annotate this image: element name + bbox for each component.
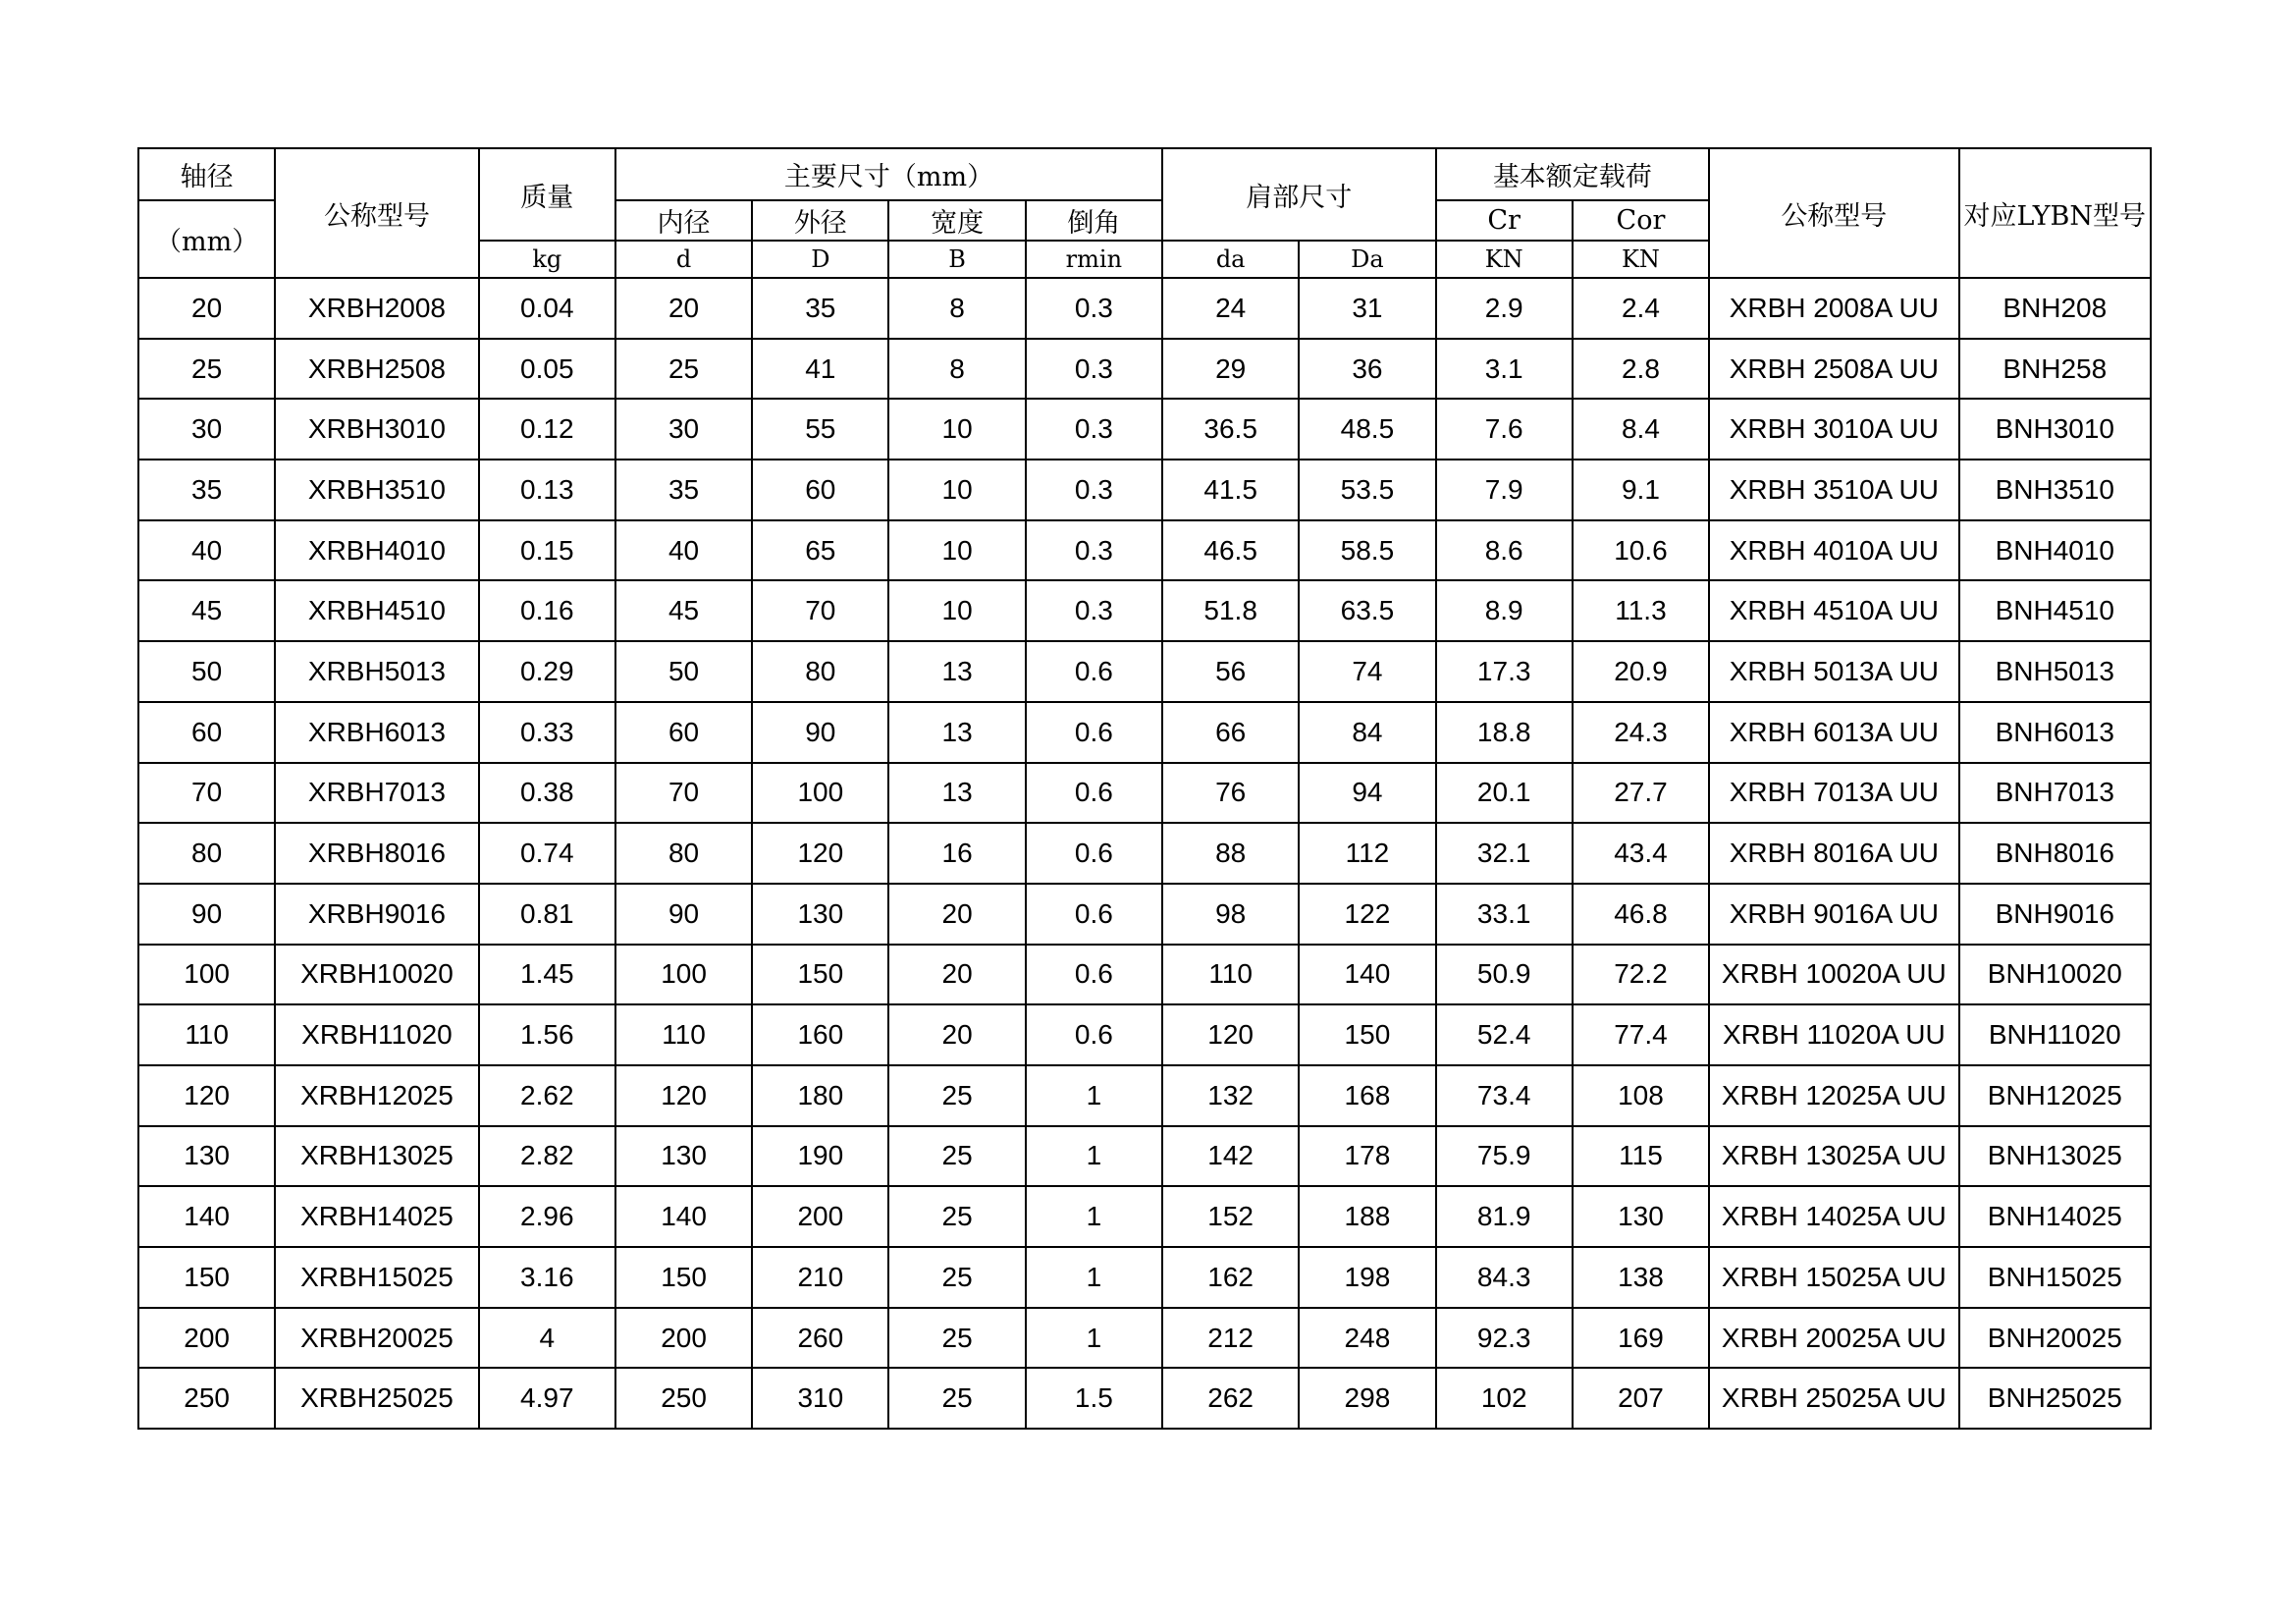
cell-width: 10 (888, 460, 1025, 520)
cell-nominal-model: XRBH8016 (275, 823, 478, 884)
cell-width: 20 (888, 884, 1025, 945)
cell-shaft-dia: 50 (138, 641, 275, 702)
cell-load-cor: 77.4 (1573, 1004, 1709, 1065)
cell-outer-dia: 150 (752, 945, 888, 1005)
cell-shaft-dia: 25 (138, 339, 275, 400)
header-load-cr: Cr (1436, 200, 1573, 241)
cell-shoulder-Da: 48.5 (1299, 399, 1435, 460)
cell-mass: 0.15 (479, 520, 615, 581)
header-shaft-dia-unit: （mm） (138, 200, 275, 278)
header-chamfer-sym: rmin (1026, 241, 1162, 278)
header-nominal-model-2: 公称型号 (1709, 148, 1958, 278)
cell-lybn-model: BNH3510 (1959, 460, 2151, 520)
table-row (138, 278, 2151, 339)
cell-shaft-dia: 90 (138, 884, 275, 945)
cell-mass: 0.81 (479, 884, 615, 945)
table-row (138, 1368, 2151, 1429)
cell-load-cor: 24.3 (1573, 702, 1709, 763)
cell-lybn-model: BNH20025 (1959, 1308, 2151, 1369)
cell-chamfer: 0.3 (1026, 520, 1162, 581)
cell-width: 8 (888, 339, 1025, 400)
cell-load-cr: 33.1 (1436, 884, 1573, 945)
cell-shoulder-Da: 94 (1299, 763, 1435, 824)
header-nominal-model: 公称型号 (275, 148, 478, 278)
cell-shaft-dia: 110 (138, 1004, 275, 1065)
cell-lybn-model: BNH13025 (1959, 1126, 2151, 1187)
cell-shoulder-da: 162 (1162, 1247, 1299, 1308)
cell-nominal-model-2: XRBH 10020A UU (1709, 945, 1958, 1005)
cell-mass: 0.16 (479, 580, 615, 641)
cell-mass: 2.62 (479, 1065, 615, 1126)
cell-shoulder-da: 76 (1162, 763, 1299, 824)
cell-mass: 0.12 (479, 399, 615, 460)
cell-load-cr: 17.3 (1436, 641, 1573, 702)
header-outer-dia-sym: D (752, 241, 888, 278)
cell-load-cor: 207 (1573, 1368, 1709, 1429)
cell-load-cor: 27.7 (1573, 763, 1709, 824)
cell-shaft-dia: 100 (138, 945, 275, 1005)
cell-inner-dia: 35 (615, 460, 752, 520)
cell-nominal-model-2: XRBH 12025A UU (1709, 1065, 1958, 1126)
header-lybn-model: 对应LYBN型号 (1959, 148, 2151, 278)
cell-outer-dia: 100 (752, 763, 888, 824)
cell-shaft-dia: 120 (138, 1065, 275, 1126)
cell-chamfer: 0.3 (1026, 580, 1162, 641)
cell-mass: 0.29 (479, 641, 615, 702)
cell-nominal-model-2: XRBH 14025A UU (1709, 1186, 1958, 1247)
cell-shoulder-Da: 140 (1299, 945, 1435, 1005)
cell-outer-dia: 310 (752, 1368, 888, 1429)
cell-shoulder-Da: 112 (1299, 823, 1435, 884)
cell-lybn-model: BNH208 (1959, 278, 2151, 339)
table-row (138, 1004, 2151, 1065)
cell-width: 13 (888, 702, 1025, 763)
cell-lybn-model: BNH15025 (1959, 1247, 2151, 1308)
cell-shoulder-Da: 178 (1299, 1126, 1435, 1187)
cell-nominal-model: XRBH5013 (275, 641, 478, 702)
cell-load-cr: 81.9 (1436, 1186, 1573, 1247)
cell-outer-dia: 160 (752, 1004, 888, 1065)
cell-inner-dia: 40 (615, 520, 752, 581)
cell-inner-dia: 110 (615, 1004, 752, 1065)
cell-mass: 0.13 (479, 460, 615, 520)
cell-width: 10 (888, 520, 1025, 581)
cell-nominal-model: XRBH4010 (275, 520, 478, 581)
cell-nominal-model: XRBH11020 (275, 1004, 478, 1065)
header-outer-dia: 外径 (752, 200, 888, 241)
cell-nominal-model-2: XRBH 25025A UU (1709, 1368, 1958, 1429)
cell-shoulder-da: 262 (1162, 1368, 1299, 1429)
header-load-cor-unit: KN (1573, 241, 1709, 278)
cell-mass: 2.82 (479, 1126, 615, 1187)
cell-load-cor: 72.2 (1573, 945, 1709, 1005)
cell-lybn-model: BNH4010 (1959, 520, 2151, 581)
cell-load-cr: 3.1 (1436, 339, 1573, 400)
cell-shaft-dia: 20 (138, 278, 275, 339)
cell-shaft-dia: 130 (138, 1126, 275, 1187)
cell-nominal-model: XRBH3010 (275, 399, 478, 460)
cell-nominal-model-2: XRBH 7013A UU (1709, 763, 1958, 824)
cell-mass: 0.74 (479, 823, 615, 884)
cell-lybn-model: BNH258 (1959, 339, 2151, 400)
cell-width: 25 (888, 1368, 1025, 1429)
table-row (138, 399, 2151, 460)
cell-shoulder-Da: 198 (1299, 1247, 1435, 1308)
cell-shoulder-Da: 31 (1299, 278, 1435, 339)
cell-mass: 4.97 (479, 1368, 615, 1429)
table-row (138, 520, 2151, 581)
table-row (138, 580, 2151, 641)
cell-chamfer: 0.6 (1026, 884, 1162, 945)
cell-inner-dia: 140 (615, 1186, 752, 1247)
cell-shoulder-da: 66 (1162, 702, 1299, 763)
cell-shoulder-Da: 248 (1299, 1308, 1435, 1369)
cell-nominal-model-2: XRBH 9016A UU (1709, 884, 1958, 945)
table-row (138, 641, 2151, 702)
cell-load-cor: 8.4 (1573, 399, 1709, 460)
cell-mass: 1.56 (479, 1004, 615, 1065)
table-row (138, 763, 2151, 824)
cell-outer-dia: 130 (752, 884, 888, 945)
cell-nominal-model: XRBH7013 (275, 763, 478, 824)
cell-shoulder-da: 56 (1162, 641, 1299, 702)
table-row (138, 823, 2151, 884)
cell-load-cr: 8.9 (1436, 580, 1573, 641)
cell-outer-dia: 120 (752, 823, 888, 884)
cell-shoulder-Da: 84 (1299, 702, 1435, 763)
cell-width: 25 (888, 1065, 1025, 1126)
cell-load-cor: 10.6 (1573, 520, 1709, 581)
table-row (138, 1186, 2151, 1247)
cell-shoulder-da: 29 (1162, 339, 1299, 400)
cell-inner-dia: 150 (615, 1247, 752, 1308)
header-chamfer: 倒角 (1026, 200, 1162, 241)
header-shoulder-da: da (1162, 241, 1299, 278)
cell-width: 25 (888, 1247, 1025, 1308)
cell-outer-dia: 90 (752, 702, 888, 763)
cell-shoulder-da: 88 (1162, 823, 1299, 884)
cell-load-cor: 46.8 (1573, 884, 1709, 945)
cell-shaft-dia: 150 (138, 1247, 275, 1308)
header-main-dims: 主要尺寸（mm） (615, 148, 1162, 200)
cell-shoulder-da: 110 (1162, 945, 1299, 1005)
header-basic-load: 基本额定载荷 (1436, 148, 1710, 200)
header-mass-unit: kg (479, 241, 615, 278)
cell-shoulder-Da: 298 (1299, 1368, 1435, 1429)
cell-width: 10 (888, 399, 1025, 460)
cell-lybn-model: BNH7013 (1959, 763, 2151, 824)
cell-load-cr: 18.8 (1436, 702, 1573, 763)
cell-outer-dia: 180 (752, 1065, 888, 1126)
header-shoulder-dims: 肩部尺寸 (1162, 148, 1436, 241)
cell-inner-dia: 80 (615, 823, 752, 884)
cell-mass: 0.33 (479, 702, 615, 763)
cell-nominal-model: XRBH10020 (275, 945, 478, 1005)
table-row (138, 1247, 2151, 1308)
cell-load-cor: 43.4 (1573, 823, 1709, 884)
cell-load-cor: 130 (1573, 1186, 1709, 1247)
table-row (138, 945, 2151, 1005)
cell-shoulder-da: 24 (1162, 278, 1299, 339)
header-inner-dia-sym: d (615, 241, 752, 278)
cell-nominal-model: XRBH9016 (275, 884, 478, 945)
cell-shoulder-da: 98 (1162, 884, 1299, 945)
table-header (138, 148, 2151, 278)
cell-nominal-model-2: XRBH 6013A UU (1709, 702, 1958, 763)
cell-inner-dia: 60 (615, 702, 752, 763)
cell-shaft-dia: 200 (138, 1308, 275, 1369)
cell-inner-dia: 25 (615, 339, 752, 400)
bearing-spec-table (137, 147, 2152, 1430)
cell-mass: 2.96 (479, 1186, 615, 1247)
cell-load-cr: 75.9 (1436, 1126, 1573, 1187)
cell-chamfer: 1.5 (1026, 1368, 1162, 1429)
cell-nominal-model: XRBH13025 (275, 1126, 478, 1187)
cell-shaft-dia: 70 (138, 763, 275, 824)
cell-nominal-model: XRBH15025 (275, 1247, 478, 1308)
cell-shoulder-Da: 53.5 (1299, 460, 1435, 520)
cell-width: 13 (888, 763, 1025, 824)
cell-outer-dia: 65 (752, 520, 888, 581)
cell-shoulder-Da: 74 (1299, 641, 1435, 702)
cell-load-cr: 32.1 (1436, 823, 1573, 884)
cell-nominal-model: XRBH2008 (275, 278, 478, 339)
cell-inner-dia: 30 (615, 399, 752, 460)
cell-lybn-model: BNH12025 (1959, 1065, 2151, 1126)
cell-load-cor: 2.4 (1573, 278, 1709, 339)
cell-nominal-model-2: XRBH 20025A UU (1709, 1308, 1958, 1369)
cell-chamfer: 0.6 (1026, 641, 1162, 702)
cell-lybn-model: BNH25025 (1959, 1368, 2151, 1429)
cell-shoulder-Da: 122 (1299, 884, 1435, 945)
cell-shoulder-da: 132 (1162, 1065, 1299, 1126)
cell-shoulder-da: 36.5 (1162, 399, 1299, 460)
header-load-cor: Cor (1573, 200, 1709, 241)
cell-load-cor: 2.8 (1573, 339, 1709, 400)
cell-width: 25 (888, 1186, 1025, 1247)
cell-inner-dia: 45 (615, 580, 752, 641)
table-row (138, 702, 2151, 763)
cell-inner-dia: 50 (615, 641, 752, 702)
cell-chamfer: 1 (1026, 1065, 1162, 1126)
cell-shaft-dia: 40 (138, 520, 275, 581)
cell-load-cor: 9.1 (1573, 460, 1709, 520)
cell-mass: 0.05 (479, 339, 615, 400)
cell-width: 20 (888, 945, 1025, 1005)
cell-nominal-model: XRBH25025 (275, 1368, 478, 1429)
cell-load-cr: 73.4 (1436, 1065, 1573, 1126)
cell-chamfer: 0.3 (1026, 278, 1162, 339)
cell-shoulder-Da: 58.5 (1299, 520, 1435, 581)
cell-nominal-model: XRBH20025 (275, 1308, 478, 1369)
header-inner-dia: 内径 (615, 200, 752, 241)
table-row (138, 1065, 2151, 1126)
cell-load-cr: 7.6 (1436, 399, 1573, 460)
cell-width: 8 (888, 278, 1025, 339)
cell-chamfer: 0.3 (1026, 399, 1162, 460)
cell-lybn-model: BNH4510 (1959, 580, 2151, 641)
cell-lybn-model: BNH11020 (1959, 1004, 2151, 1065)
cell-inner-dia: 120 (615, 1065, 752, 1126)
cell-load-cr: 7.9 (1436, 460, 1573, 520)
cell-shaft-dia: 140 (138, 1186, 275, 1247)
table-row (138, 1126, 2151, 1187)
cell-shaft-dia: 30 (138, 399, 275, 460)
cell-nominal-model-2: XRBH 5013A UU (1709, 641, 1958, 702)
cell-load-cor: 169 (1573, 1308, 1709, 1369)
cell-load-cr: 92.3 (1436, 1308, 1573, 1369)
cell-load-cr: 102 (1436, 1368, 1573, 1429)
cell-nominal-model-2: XRBH 8016A UU (1709, 823, 1958, 884)
cell-nominal-model-2: XRBH 3010A UU (1709, 399, 1958, 460)
header-width-sym: B (888, 241, 1025, 278)
cell-nominal-model: XRBH14025 (275, 1186, 478, 1247)
cell-inner-dia: 250 (615, 1368, 752, 1429)
cell-lybn-model: BNH10020 (1959, 945, 2151, 1005)
cell-shoulder-da: 212 (1162, 1308, 1299, 1369)
cell-nominal-model-2: XRBH 4010A UU (1709, 520, 1958, 581)
cell-outer-dia: 190 (752, 1126, 888, 1187)
cell-shaft-dia: 60 (138, 702, 275, 763)
cell-width: 13 (888, 641, 1025, 702)
cell-width: 20 (888, 1004, 1025, 1065)
cell-shoulder-Da: 36 (1299, 339, 1435, 400)
cell-chamfer: 1 (1026, 1126, 1162, 1187)
cell-chamfer: 0.6 (1026, 945, 1162, 1005)
cell-inner-dia: 200 (615, 1308, 752, 1369)
cell-outer-dia: 41 (752, 339, 888, 400)
cell-mass: 0.04 (479, 278, 615, 339)
table-row (138, 460, 2151, 520)
header-shaft-dia: 轴径 (138, 148, 275, 200)
cell-chamfer: 0.6 (1026, 1004, 1162, 1065)
cell-outer-dia: 200 (752, 1186, 888, 1247)
cell-load-cr: 2.9 (1436, 278, 1573, 339)
table-body (138, 278, 2151, 1429)
cell-chamfer: 0.3 (1026, 460, 1162, 520)
cell-inner-dia: 90 (615, 884, 752, 945)
cell-nominal-model: XRBH12025 (275, 1065, 478, 1126)
cell-nominal-model-2: XRBH 15025A UU (1709, 1247, 1958, 1308)
cell-lybn-model: BNH9016 (1959, 884, 2151, 945)
cell-load-cr: 8.6 (1436, 520, 1573, 581)
cell-shoulder-da: 142 (1162, 1126, 1299, 1187)
cell-nominal-model: XRBH6013 (275, 702, 478, 763)
cell-mass: 4 (479, 1308, 615, 1369)
table-row (138, 884, 2151, 945)
cell-inner-dia: 70 (615, 763, 752, 824)
cell-load-cr: 52.4 (1436, 1004, 1573, 1065)
cell-load-cr: 50.9 (1436, 945, 1573, 1005)
cell-nominal-model-2: XRBH 13025A UU (1709, 1126, 1958, 1187)
cell-mass: 0.38 (479, 763, 615, 824)
cell-lybn-model: BNH6013 (1959, 702, 2151, 763)
cell-width: 25 (888, 1126, 1025, 1187)
cell-shoulder-Da: 150 (1299, 1004, 1435, 1065)
cell-inner-dia: 20 (615, 278, 752, 339)
cell-load-cor: 138 (1573, 1247, 1709, 1308)
cell-load-cr: 20.1 (1436, 763, 1573, 824)
cell-shoulder-Da: 63.5 (1299, 580, 1435, 641)
cell-shaft-dia: 45 (138, 580, 275, 641)
header-mass: 质量 (479, 148, 615, 241)
cell-shoulder-da: 41.5 (1162, 460, 1299, 520)
cell-nominal-model-2: XRBH 2508A UU (1709, 339, 1958, 400)
cell-lybn-model: BNH14025 (1959, 1186, 2151, 1247)
cell-outer-dia: 55 (752, 399, 888, 460)
cell-width: 10 (888, 580, 1025, 641)
cell-load-cor: 11.3 (1573, 580, 1709, 641)
cell-shaft-dia: 80 (138, 823, 275, 884)
cell-chamfer: 1 (1026, 1308, 1162, 1369)
cell-lybn-model: BNH3010 (1959, 399, 2151, 460)
cell-chamfer: 1 (1026, 1186, 1162, 1247)
table-row (138, 1308, 2151, 1369)
cell-nominal-model-2: XRBH 11020A UU (1709, 1004, 1958, 1065)
cell-load-cr: 84.3 (1436, 1247, 1573, 1308)
cell-inner-dia: 130 (615, 1126, 752, 1187)
header-load-cr-unit: KN (1436, 241, 1573, 278)
cell-shaft-dia: 35 (138, 460, 275, 520)
cell-outer-dia: 80 (752, 641, 888, 702)
cell-nominal-model: XRBH2508 (275, 339, 478, 400)
cell-shaft-dia: 250 (138, 1368, 275, 1429)
cell-shoulder-da: 51.8 (1162, 580, 1299, 641)
cell-lybn-model: BNH5013 (1959, 641, 2151, 702)
cell-outer-dia: 70 (752, 580, 888, 641)
cell-shoulder-da: 152 (1162, 1186, 1299, 1247)
cell-mass: 3.16 (479, 1247, 615, 1308)
cell-width: 25 (888, 1308, 1025, 1369)
cell-load-cor: 115 (1573, 1126, 1709, 1187)
cell-load-cor: 20.9 (1573, 641, 1709, 702)
cell-chamfer: 0.6 (1026, 702, 1162, 763)
table-row (138, 339, 2151, 400)
cell-nominal-model-2: XRBH 4510A UU (1709, 580, 1958, 641)
cell-nominal-model-2: XRBH 3510A UU (1709, 460, 1958, 520)
cell-chamfer: 0.6 (1026, 823, 1162, 884)
header-width: 宽度 (888, 200, 1025, 241)
cell-mass: 1.45 (479, 945, 615, 1005)
cell-shoulder-da: 46.5 (1162, 520, 1299, 581)
cell-outer-dia: 60 (752, 460, 888, 520)
cell-outer-dia: 35 (752, 278, 888, 339)
cell-shoulder-da: 120 (1162, 1004, 1299, 1065)
cell-load-cor: 108 (1573, 1065, 1709, 1126)
cell-chamfer: 1 (1026, 1247, 1162, 1308)
cell-nominal-model: XRBH4510 (275, 580, 478, 641)
cell-chamfer: 0.3 (1026, 339, 1162, 400)
cell-shoulder-Da: 188 (1299, 1186, 1435, 1247)
cell-nominal-model-2: XRBH 2008A UU (1709, 278, 1958, 339)
cell-lybn-model: BNH8016 (1959, 823, 2151, 884)
header-shoulder-Da: Da (1299, 241, 1435, 278)
cell-inner-dia: 100 (615, 945, 752, 1005)
cell-shoulder-Da: 168 (1299, 1065, 1435, 1126)
cell-outer-dia: 260 (752, 1308, 888, 1369)
cell-chamfer: 0.6 (1026, 763, 1162, 824)
cell-nominal-model: XRBH3510 (275, 460, 478, 520)
cell-width: 16 (888, 823, 1025, 884)
cell-outer-dia: 210 (752, 1247, 888, 1308)
